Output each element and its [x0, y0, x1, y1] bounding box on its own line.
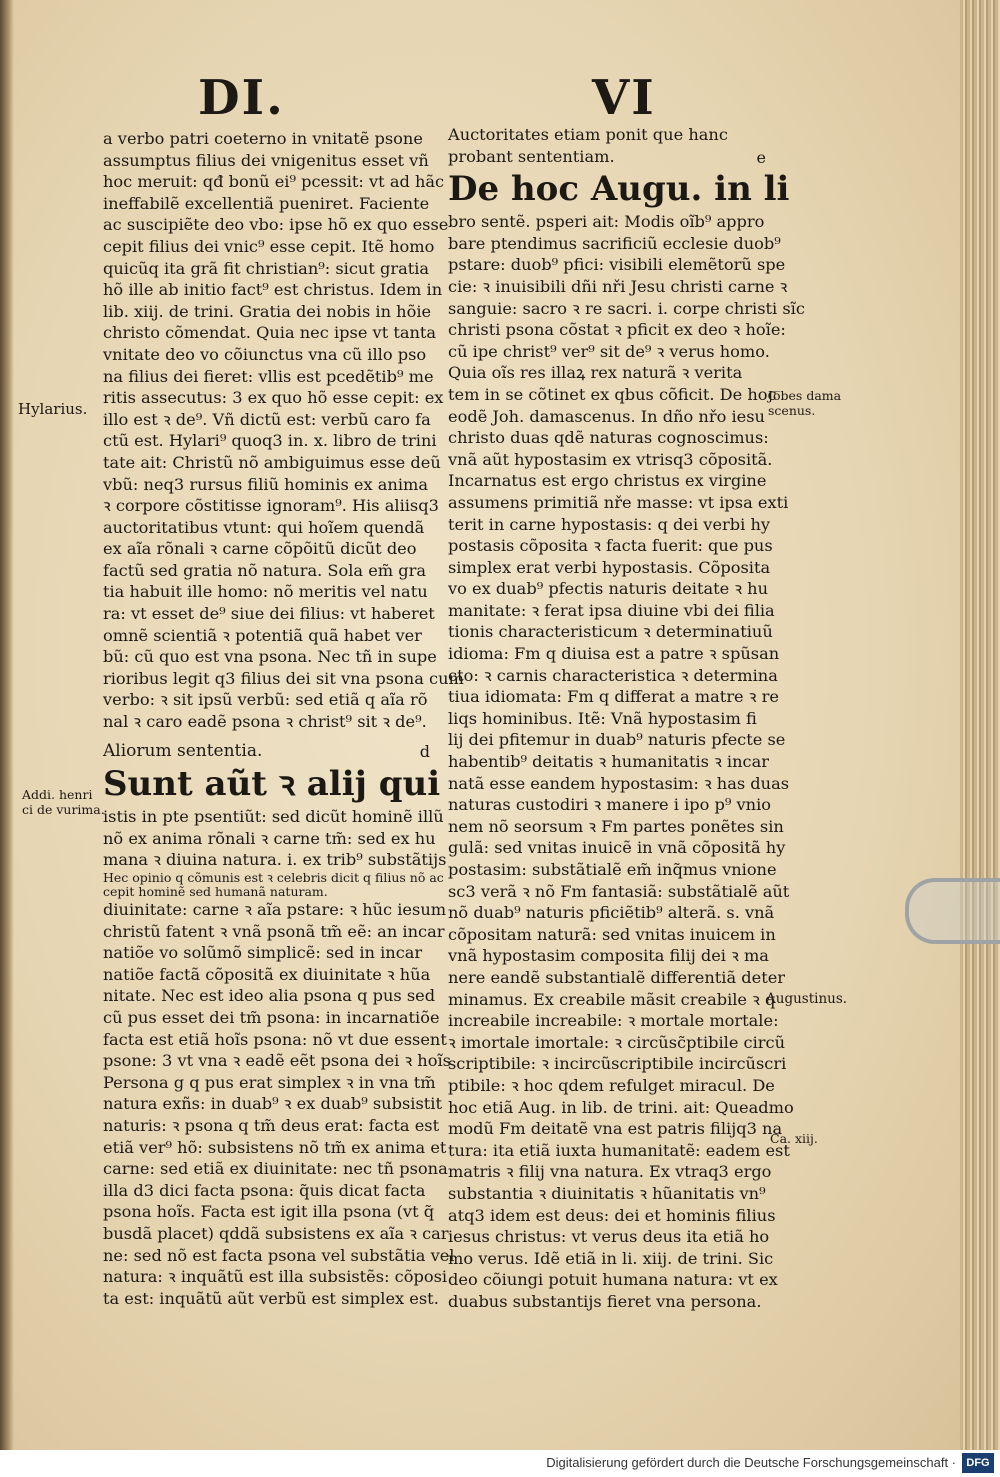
margin-note-johes-1: Jo̅bes dama: [768, 388, 842, 403]
page-edges: [960, 0, 1000, 1450]
text-line: tionis characteristicum ꝛ determinatiuũ: [448, 622, 773, 642]
text-line: psona hoĩs. Facta est igit illa psona (vt q̃: [103, 1202, 435, 1222]
text-line: christũ fatent ꝛ vnã psonã tm̃ eẽ: an incar: [103, 921, 445, 941]
text-line: nitate. Nec est ideo alia psona q pus sed: [103, 986, 436, 1006]
text-line: pstare: duob⁹ pfici: visibili elemẽtorũ spe: [448, 255, 786, 275]
text-line: terit in carne hypostasis: q dei verbi hy: [448, 514, 771, 534]
text-line: cto: ꝛ carnis characteristica ꝛ determina: [448, 665, 778, 685]
text-line: vnitate deo vo cõiunctus vna cũ illo pso: [103, 344, 427, 364]
text-line: vbũ: neq3 rursus filiũ hominis ex anima: [103, 474, 429, 494]
margin-note-ca: Ca. xiij.: [770, 1131, 818, 1146]
text-line: nere eandẽ substantialẽ differentiã deter: [448, 967, 786, 987]
text-line: Persona g q pus erat simplex ꝛ in vna tm̃: [103, 1072, 436, 1092]
text-line: scriptibile: ꝛ incircũscriptibile incircũscri: [448, 1054, 787, 1074]
header-right: VI: [592, 70, 656, 126]
text-line: vnã aũt hypostasim ex vtrisq3 cõpositã.: [448, 449, 773, 469]
text-line: bro sentẽ. psperi ait: Modis oĩb⁹ appro: [448, 212, 765, 232]
left-column-text-b: [103, 806, 447, 871]
text-line: idioma: Fm q diuisa est a patre ꝛ spũsan: [448, 644, 780, 664]
text-line: ne: sed nõ est facta psona vel substãtia vel: [103, 1245, 455, 1265]
section-marker-e: e: [756, 148, 766, 168]
text-line: christo cõmendat. Quia nec ipse vt tanta: [103, 323, 437, 343]
paper-clip: [905, 878, 1000, 944]
text-line: vo ex duab⁹ pfectis naturis deitate ꝛ hu: [448, 579, 769, 599]
text-line: sc3 verã ꝛ nõ Fm fantasiã: substãtialẽ aũt: [448, 881, 790, 901]
section-heading: [103, 741, 428, 763]
text-line: illo est ꝛ de⁹. Vñ dictũ est: verbũ caro fa: [103, 409, 431, 429]
text-line: natã esse eandem hypostasim: ꝛ has duas: [448, 773, 790, 793]
text-line: naturis: ꝛ psona q tm̃ deus erat: facta est: [103, 1115, 440, 1135]
text-line: Incarnatus est ergo christus ex virgine: [448, 471, 767, 491]
text-line: lib. xiij. de trini. Gratia dei nobis in hõie: [103, 301, 432, 321]
text-line: sanguie: sacro ꝛ re sacri. i. corpe christi sĩc: [448, 298, 805, 318]
text-line: deo cõiungi potuit humana natura: vt ex: [448, 1270, 778, 1290]
text-line: tem in se cõtinet ex qbus cõficit. De hoc: [448, 384, 777, 404]
text-line: eodẽ Joh. damascenus. In dño nřo iesu: [448, 406, 765, 426]
text-line: tiua idiomata: Fm q differat a matre ꝛ re: [448, 687, 779, 707]
text-line: diuinitate: carne ꝛ aĩa pstare: ꝛ hũc iesum: [103, 900, 447, 919]
text-line: gulã: sed vnitas inuicẽ in vnã cõpositã hy: [448, 838, 786, 858]
text-line: atq3 idem est deus: dei et hominis filius: [448, 1205, 776, 1225]
text-line: facta est etiã hoĩs psona: nõ vt due essent: [103, 1029, 447, 1049]
text-line: verbo: ꝛ sit ipsũ verbũ: sed etiã q aĩa rõ: [103, 690, 428, 710]
text-line: Auctoritates etiam ponit que hanc: [448, 125, 728, 144]
section-heading-text: Aliorum sententia.: [103, 740, 263, 761]
text-line: ac suscipiẽte deo vbo: ipse hõ ex quo esse: [103, 215, 449, 235]
text-line: etiã ver⁹ hõ: subsistens nõ tm̃ ex anima et: [103, 1137, 447, 1157]
text-line: busdã placet) qddã subsistens ex aĩa ꝛ car: [103, 1223, 449, 1243]
text-line: natiõe factã cõpositã ex diuinitate ꝛ hũa: [103, 964, 431, 984]
text-line: hoc etiã Aug. in lib. de trini. ait: Queadmo: [448, 1097, 794, 1117]
dfg-logo: DFG: [962, 1453, 994, 1473]
text-line: Quia oĩs res illaꝝ rex naturã ꝛ verita: [448, 363, 743, 383]
left-column: [103, 128, 464, 1309]
text-line: ritis assecutus: 3 ex quo hõ esse cepit: ex: [103, 388, 444, 408]
margin-note-hylarius: Hylarius.: [18, 400, 88, 418]
text-line: quicũq ita grã fit christian⁹: sicut gratia: [103, 258, 430, 278]
initial-line-right: De hoc Augu. in li: [448, 169, 790, 210]
initial-line-left: Sunt aũt ꝛ alij qui: [103, 764, 441, 805]
text-line: mo verus. Idẽ etiã in li. xiij. de trini. Sic: [448, 1248, 774, 1268]
text-line: tate ait: Christũ nõ ambiguimus esse deũ: [103, 452, 441, 472]
text-line: illa d3 dici facta psona: q̃uis dicat facta: [103, 1180, 426, 1200]
text-line: psone: 3 vt vna ꝛ eadẽ eẽt psona dei ꝛ hoĩs: [103, 1051, 451, 1071]
text-line: iesus christus: vt verus deus ita etiã ho: [448, 1227, 770, 1247]
text-line: lij dei pfitemur in duab⁹ naturis pfecte se: [448, 730, 786, 750]
text-line: natiõe vo solũmõ simplicẽ: sed in incar: [103, 943, 423, 963]
text-line: a verbo patri coeterno in vnitatẽ psone: [103, 129, 423, 148]
text-line: mana ꝛ diuina natura. i. ex trib⁹ substãtijs: [103, 850, 447, 870]
text-line: tura: ita etiã iuxta humanitatẽ: eadem est: [448, 1140, 790, 1160]
text-line: modũ Fm deitatẽ vna est patris filijq3 na: [448, 1119, 783, 1139]
text-line: probant sententiam.: [448, 146, 615, 166]
footer-credit: Digitalisierung gefördert durch die Deutsche Forschungsgemeinschaft ·: [546, 1455, 956, 1470]
text-line: increabile increabile: ꝛ mortale mortale:: [448, 1011, 779, 1031]
text-line: assumens primitiã nře masse: vt ipsa exti: [448, 492, 789, 512]
text-line: nal ꝛ caro eadẽ psona ꝛ christ⁹ sit ꝛ de⁹.: [103, 712, 427, 732]
text-line: matris ꝛ filij vna natura. Ex vtraq3 ergo: [448, 1162, 772, 1182]
text-line: simplex erat verbi hypostasis. Cõposita: [448, 557, 771, 577]
text-line: natura exñs: in duab⁹ ꝛ ex duab⁹ subsistit: [103, 1094, 442, 1114]
text-line: ra: vt esset de⁹ siue dei filius: vt haberet: [103, 604, 435, 624]
text-line: duabus substantijs fieret vna persona.: [448, 1291, 762, 1311]
text-line: ctũ est. Hylari⁹ quoq3 in. x. libro de trini: [103, 431, 437, 451]
text-line: manitate: ꝛ ferat ipsa diuine vbi dei filia: [448, 600, 775, 620]
margin-note-augustinus: Augustinus.: [766, 991, 848, 1007]
page-gutter: [0, 0, 14, 1450]
footer-bar: [0, 1450, 1000, 1477]
text-line: natura: ꝛ inquãtũ est illa subsistẽs: cõposi: [103, 1267, 448, 1287]
text-line: bare ptendimus sacrificiũ ecclesie duob⁹: [448, 233, 781, 253]
text-line: assumptus filius dei vnigenitus esset vñ: [103, 150, 429, 170]
text-line: hoc meruit: qđ bonũ ei⁹ pcessit: vt ad hãc: [103, 172, 445, 192]
text-line: hõ ille ab initio fact⁹ est christus. Idem in: [103, 280, 443, 300]
text-line: auctoritatibus vtunt: qui hoĩem quendã: [103, 517, 425, 537]
text-line: bũ: cũ quo est vna psona. Nec tñ in supe: [103, 647, 437, 667]
text-line: nõ duab⁹ naturis pficiẽtib⁹ alterã. s. vnã: [448, 903, 775, 923]
text-line: substantia ꝛ diuinitatis ꝛ hũanitatis vn⁹: [448, 1183, 766, 1203]
text-line: na filius dei fieret: vllis est pcedẽtib⁹ me: [103, 366, 434, 386]
text-line: ta est: inquãtũ aũt verbũ est simplex est.: [103, 1288, 439, 1308]
text-line: istis in pte psentiũt: sed dicũt hominẽ illũ: [103, 807, 444, 827]
text-line: omnẽ scientiã ꝛ potentiã quã habet ver: [103, 625, 422, 645]
text-line: cũ pus esset dei tm̃ psona: in incarnatiõe: [103, 1007, 440, 1027]
text-line: habentib⁹ deitatis ꝛ humanitatis ꝛ incar: [448, 752, 769, 772]
margin-note-addi-2: ci de vurima.: [22, 802, 105, 817]
left-column-text-c: [103, 899, 455, 1309]
text-line: vnã hypostasim composita filij dei ꝛ ma: [448, 946, 769, 966]
text-line: tia habuit ille homo: nõ meritis vel natu: [103, 582, 428, 602]
text-line: postasim: substãtialẽ em̃ inq̃mus vnione: [448, 860, 777, 879]
text-line: cũ ipe christ⁹ ver⁹ sit de⁹ ꝛ verus homo.: [448, 341, 770, 361]
text-line: postasis cõposita ꝛ facta fuerit: que pus: [448, 536, 773, 556]
text-line: nõ ex anima rõnali ꝛ carne tm̃: sed ex hu: [103, 828, 436, 848]
text-line: minamus. Ex creabile mãsit creabile ꝛ q: [448, 989, 776, 1009]
margin-note-addi-1: Addi. henri: [22, 787, 93, 802]
text-line: Hec opinio q cõmunis est ꝛ celebris dicit q filius nõ ac: [103, 870, 444, 885]
text-line: ꝛ imortale imortale: ꝛ circũsc̃ptibile circũ: [448, 1032, 786, 1052]
margin-note-johes-2: scenus.: [768, 403, 816, 418]
text-line: cõpositam naturã: sed vnitas inuicem in: [448, 924, 776, 944]
left-column-text-a: [103, 128, 464, 733]
text-line: ꝛ corpore cõstitisse ignoram⁹. His aliisq3: [103, 496, 439, 516]
right-column-text-a: [448, 124, 768, 167]
text-line: ptibile: ꝛ hoc qdem refulget miracul. De: [448, 1075, 775, 1095]
text-line: cepit filius dei vnic⁹ esse cepit. Itẽ homo: [103, 236, 435, 256]
text-line: naturas custodiri ꝛ manere i ipo p⁹ vnio: [448, 795, 772, 815]
section-marker-d: d: [419, 741, 430, 761]
text-line: christi psona cõstat ꝛ pficit ex deo ꝛ hoĩe:: [448, 320, 786, 340]
text-line: ineffabilẽ excellentiã pueniret. Faciente: [103, 193, 430, 213]
text-line: liqs hominibus. Itẽ: Vnã hypostasim fi: [448, 708, 757, 728]
text-line: cie: ꝛ inuisibili dñi nři Jesu christi carne ꝛ: [448, 276, 788, 296]
text-line: factũ sed gratia nõ natura. Sola em̃ gra: [103, 560, 427, 580]
text-line: ex aĩa rõnali ꝛ carne cõpõitũ dicũt deo: [103, 539, 417, 559]
text-line: carne: sed etiã ex diuinitate: nec tñ psona: [103, 1159, 448, 1179]
header-left: DI.: [198, 70, 285, 126]
text-line: cepit hominẽ sed humanã naturam.: [103, 884, 328, 899]
interlinear-note: [103, 870, 444, 899]
text-line: rioribus legit q3 filius dei sit vna psona cum: [103, 668, 464, 688]
text-line: nem nõ seorsum ꝛ Fm partes ponẽtes sin: [448, 816, 784, 836]
text-line: christo duas qdẽ naturas cognoscimus:: [448, 428, 769, 448]
